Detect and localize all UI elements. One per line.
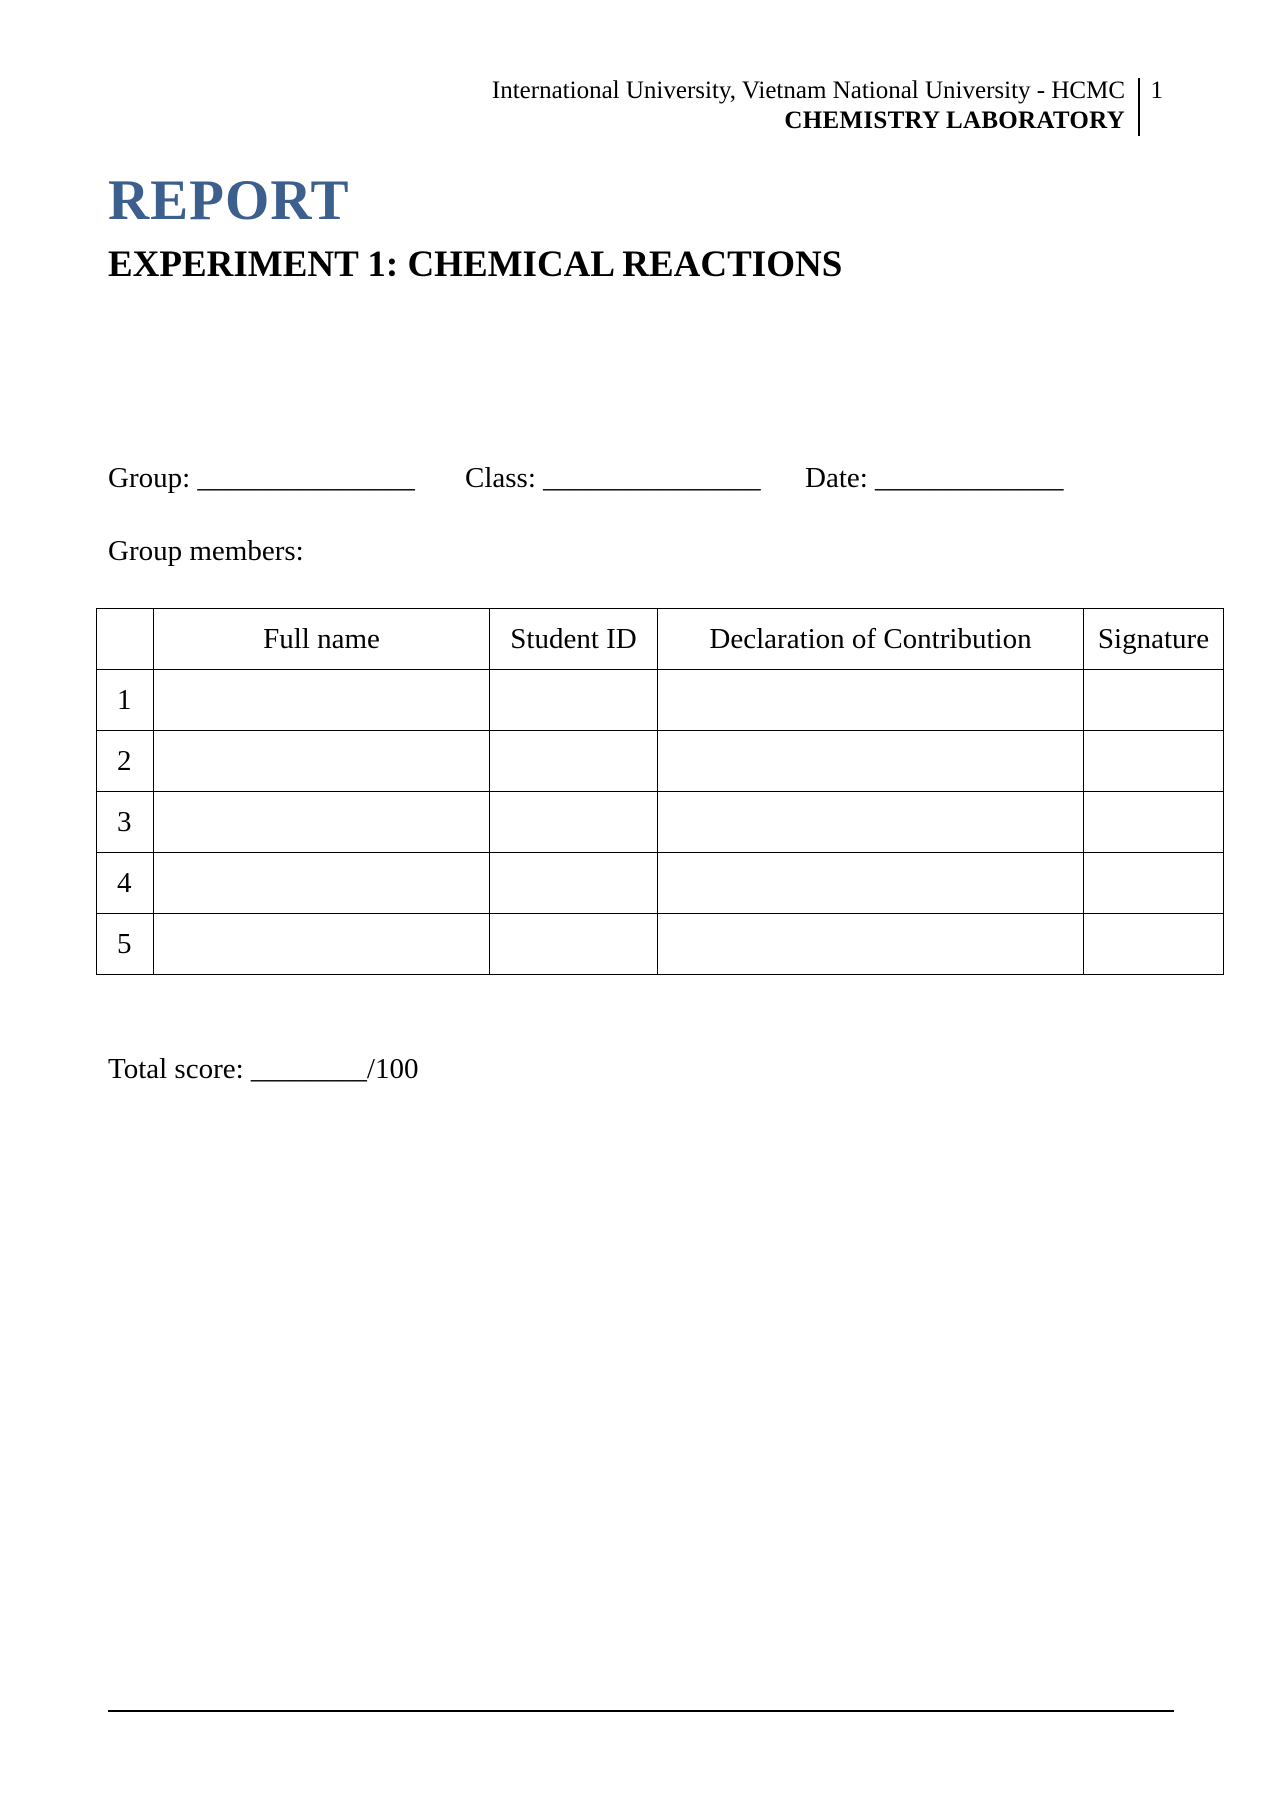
row-index: 2 <box>97 731 154 792</box>
table-row <box>97 792 1224 853</box>
full-name-cell[interactable] <box>154 731 490 792</box>
table-row <box>97 914 1224 975</box>
signature-cell[interactable] <box>1084 853 1224 914</box>
header-text <box>492 76 1125 136</box>
table-row <box>97 670 1224 731</box>
full-name-cell[interactable] <box>154 853 490 914</box>
declaration-cell[interactable] <box>658 914 1084 975</box>
date-field[interactable]: Date: _____________ <box>805 462 1064 494</box>
signature-cell[interactable] <box>1084 731 1224 792</box>
signature-cell[interactable] <box>1084 792 1224 853</box>
page-number: 1 <box>1150 77 1163 104</box>
student-id-cell[interactable] <box>490 670 658 731</box>
header-divider <box>1138 78 1140 136</box>
declaration-cell[interactable] <box>658 731 1084 792</box>
table-header-index <box>97 609 154 670</box>
table-header-declaration: Declaration of Contribution <box>658 609 1084 670</box>
row-index: 1 <box>97 670 154 731</box>
student-id-cell[interactable] <box>490 731 658 792</box>
table-header-signature: Signature <box>1084 609 1224 670</box>
table-row <box>97 853 1224 914</box>
group-members-table <box>96 608 1224 975</box>
row-index: 4 <box>97 853 154 914</box>
declaration-cell[interactable] <box>658 792 1084 853</box>
class-field[interactable]: Class: _______________ <box>465 462 761 494</box>
signature-cell[interactable] <box>1084 670 1224 731</box>
signature-cell[interactable] <box>1084 914 1224 975</box>
group-field[interactable]: Group: _______________ <box>108 462 415 494</box>
report-title: REPORT <box>108 169 350 232</box>
page-header <box>263 76 1163 138</box>
declaration-cell[interactable] <box>658 853 1084 914</box>
full-name-cell[interactable] <box>154 792 490 853</box>
table-row <box>97 731 1224 792</box>
table-header-full-name: Full name <box>154 609 490 670</box>
row-index: 5 <box>97 914 154 975</box>
student-id-cell[interactable] <box>490 792 658 853</box>
header-university: International University, Vietnam National University - HCMC <box>491 77 1125 104</box>
full-name-cell[interactable] <box>154 670 490 731</box>
full-name-cell[interactable] <box>154 914 490 975</box>
student-id-cell[interactable] <box>490 853 658 914</box>
total-score-field[interactable]: Total score: ________/100 <box>108 1053 419 1085</box>
table-header-row <box>97 609 1224 670</box>
group-members-label: Group members: <box>108 535 304 567</box>
declaration-cell[interactable] <box>658 670 1084 731</box>
header-lab-name: CHEMISTRY LABORATORY <box>784 107 1125 134</box>
row-index: 3 <box>97 792 154 853</box>
student-id-cell[interactable] <box>490 914 658 975</box>
table-header-student-id: Student ID <box>490 609 658 670</box>
footer-divider <box>108 1710 1174 1712</box>
experiment-title: EXPERIMENT 1: CHEMICAL REACTIONS <box>108 244 843 285</box>
